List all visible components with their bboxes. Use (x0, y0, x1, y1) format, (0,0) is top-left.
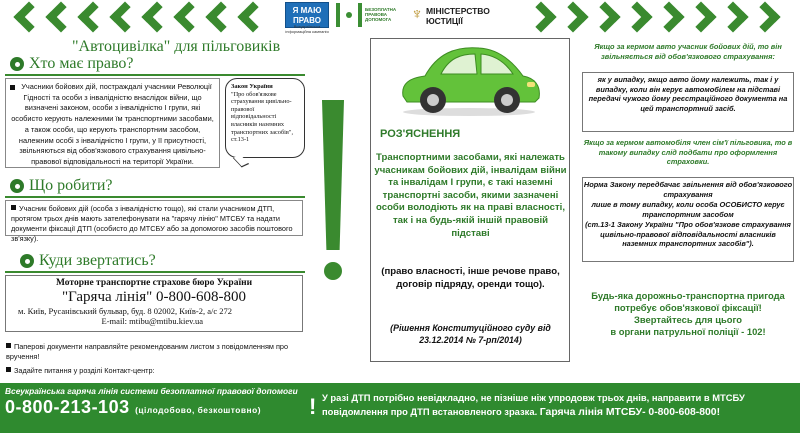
exclamation-dot (324, 262, 342, 280)
bureau-address: м. Київ, Русанівський бульвар, буд. 8 02002, Київ-2, а/с 272 (18, 306, 233, 316)
chevron-right-icon (557, 1, 588, 32)
car-icon (395, 40, 543, 118)
header-logos (285, 2, 490, 34)
chevron-right-icon (749, 1, 780, 32)
exclamation-bar (322, 100, 344, 250)
chevron-right-icon (525, 1, 556, 32)
logo-caption: Всеукраїнська інформаційна кампанія (285, 24, 329, 34)
chevron-right-icon (589, 1, 620, 32)
bureau-contact-box (5, 275, 303, 332)
what-text: Учасник бойових дій (особа з інвалідністю тощо), які стали учасником ДТП, протягом трьох днів мають зателефонувати на "гарячу лінію" МТСБУ та надати документи фіксації ДТП (особисто до МТСБУ або за допомогою засобів поштового зв'язку). (11, 204, 293, 243)
clarification-text-2: (право власності, інше речове право, договір підряду, оренди тощо). (381, 266, 560, 290)
bullet-icon (6, 343, 11, 348)
page-title: "Автоцивілка" для пільговиків (72, 38, 281, 55)
chevron-left-icon (45, 1, 76, 32)
right-para-2-text-2: лише в тому випадку, коли особа ОСОБИСТО керує транспортним засобом (591, 200, 785, 219)
footer-phone-note: (цілодобово, безкоштовно) (135, 405, 262, 415)
pin-icon (10, 57, 24, 71)
bullet-icon (11, 205, 16, 210)
trident-icon: ♆ (411, 6, 423, 23)
what-heading (10, 177, 113, 195)
ya-mayu-pravo-logo: Я МАЮ ПРАВО (285, 2, 329, 28)
right-para-2-text-3: (ст.13-1 Закону України "Про обов'язкове страхування цивільно-правової відповідальності власників наземних транспортних засобів"). (585, 220, 791, 249)
right-para-2-heading: Якщо за кермом автомобіля член сім'ї пільговика, то в такому випадку слід подбати про оформлення страховки. (583, 138, 793, 167)
chevron-right-icon (653, 1, 684, 32)
chevron-right-icon (717, 1, 748, 32)
footer-phone-number[interactable]: 0-800-213-103 (5, 397, 130, 417)
chevron-right-icon (621, 1, 652, 32)
chevron-left-icon (109, 1, 140, 32)
bullet-icon (10, 85, 15, 90)
right-para-2-text-1: Норма Закону передбачає звільнення від обов'язкового страхування (583, 180, 793, 199)
what-text-box (5, 200, 303, 243)
final-text-2: Звертайтесь для цього (634, 314, 742, 325)
bureau-name: Моторне транспортне страхове бюро України (55, 278, 253, 288)
law-callout (225, 78, 305, 158)
bpd-logo-dot-icon (346, 12, 352, 18)
bullet-icon (6, 367, 11, 372)
bpd-caption: БЕЗОПЛАТНА ПРАВОВА ДОПОМОГА (365, 7, 397, 22)
note-paper-documents (6, 342, 296, 361)
bureau-email-link[interactable]: E-mail: mtibu@mtibu.kiev.ua (101, 316, 203, 326)
right-final-note (582, 290, 794, 338)
pin-icon (10, 179, 24, 193)
law-text: "Про обов'язкове страхування цивільно-правової відповідальності власників наземних транспортних засобів", ст.13-1 (231, 90, 294, 144)
who-text-box (5, 78, 220, 168)
footer-left-title: Всеукраїнська гаряча лінія системи безоплатної правової допомоги (5, 386, 298, 396)
where-heading (20, 252, 156, 270)
chevron-left-icon (13, 1, 44, 32)
chevron-right-icon (685, 1, 716, 32)
clarification-text: Транспортними засобами, які належать учасникам бойових дій, інвалідам війни та інвалідам I групи, є такі наземні транспортні засоби, якими зазначені особи володіють як на праві власності, так і на будь-якій іншій правовій підставі (374, 152, 567, 239)
footer-dtp-notice (322, 391, 797, 420)
bureau-hotline: "Гаряча лінія" 0-800-608-800 (61, 289, 247, 305)
footer-exclamation-icon: ! (309, 394, 317, 419)
what-title: Що робити? (29, 177, 113, 194)
court-decision-reference: (Рішення Конституційного суду від 23.12.2014 № 7-рп/2014) (390, 323, 551, 345)
divider (5, 196, 305, 198)
chevron-left-icon (237, 1, 268, 32)
who-heading (10, 55, 134, 73)
who-title: Хто має право? (29, 55, 134, 72)
chevron-left-icon (141, 1, 172, 32)
right-para-1-text: як у випадку, якщо авто йому належить, так і у випадку, коли він керує автомобілем на підставі передачі чужого йому реєстраційного документа на цей транспортний засіб. (588, 75, 788, 113)
note-text: Паперові документи направляйте рекомендованим листом з повідомленням про вручення! (6, 342, 289, 361)
clarification-title: РОЗ'ЯСНЕННЯ (380, 128, 461, 140)
note-text: Задайте питання у розділі Контакт-центр: (14, 366, 155, 375)
footer-mtsbu-hotline[interactable]: Гаряча лінія МТСБУ- 0-800-608-800! (539, 407, 721, 418)
who-text: Учасники бойових дій, постраждалі учасники Революції Гідності та особи з інвалідністю внаслідок війни, що визначені законом, особи з інвалідністю I групи, які особисто керують належними їм транспортними засобами, а також особи, що керують транспортним засобом, належним особі з інвалідністю I групи, у її присутності, звільняються від обов'язкового страхування цивільно-правової відповідальності на території України. (11, 82, 214, 166)
where-title: Куди звертатись? (39, 252, 156, 269)
pin-icon (20, 254, 34, 268)
divider (5, 271, 305, 273)
chevron-left-icon (173, 1, 204, 32)
divider (5, 74, 305, 76)
chevron-left-icon (205, 1, 236, 32)
footer-phone (5, 396, 305, 421)
law-name: Закон України (231, 83, 273, 90)
right-para-1-heading: Якщо за кермом авто учасник бойових дій, то він звільняється від обов'язкового страхування: (594, 42, 782, 61)
footer-free-legal-aid (5, 386, 305, 421)
note-contact-center (6, 366, 296, 376)
ministry-title: МІНІСТЕРСТВО ЮСТИЦІЇ (426, 6, 490, 26)
footer-right-text: У разі ДТП потрібно невідкладно, не пізніше ніж упродовж трьох днів, направити в МТСБУ повідомлення про ДТП встановленого зразка. (322, 392, 745, 417)
chevron-left-icon (77, 1, 108, 32)
final-text-1: Будь-яка дорожньо-транспортна пригода потребує обов'язкової фіксації! (591, 290, 785, 313)
final-text-3: в органи патрульної поліції - 102! (610, 326, 766, 337)
exclamation-icon (322, 100, 344, 290)
